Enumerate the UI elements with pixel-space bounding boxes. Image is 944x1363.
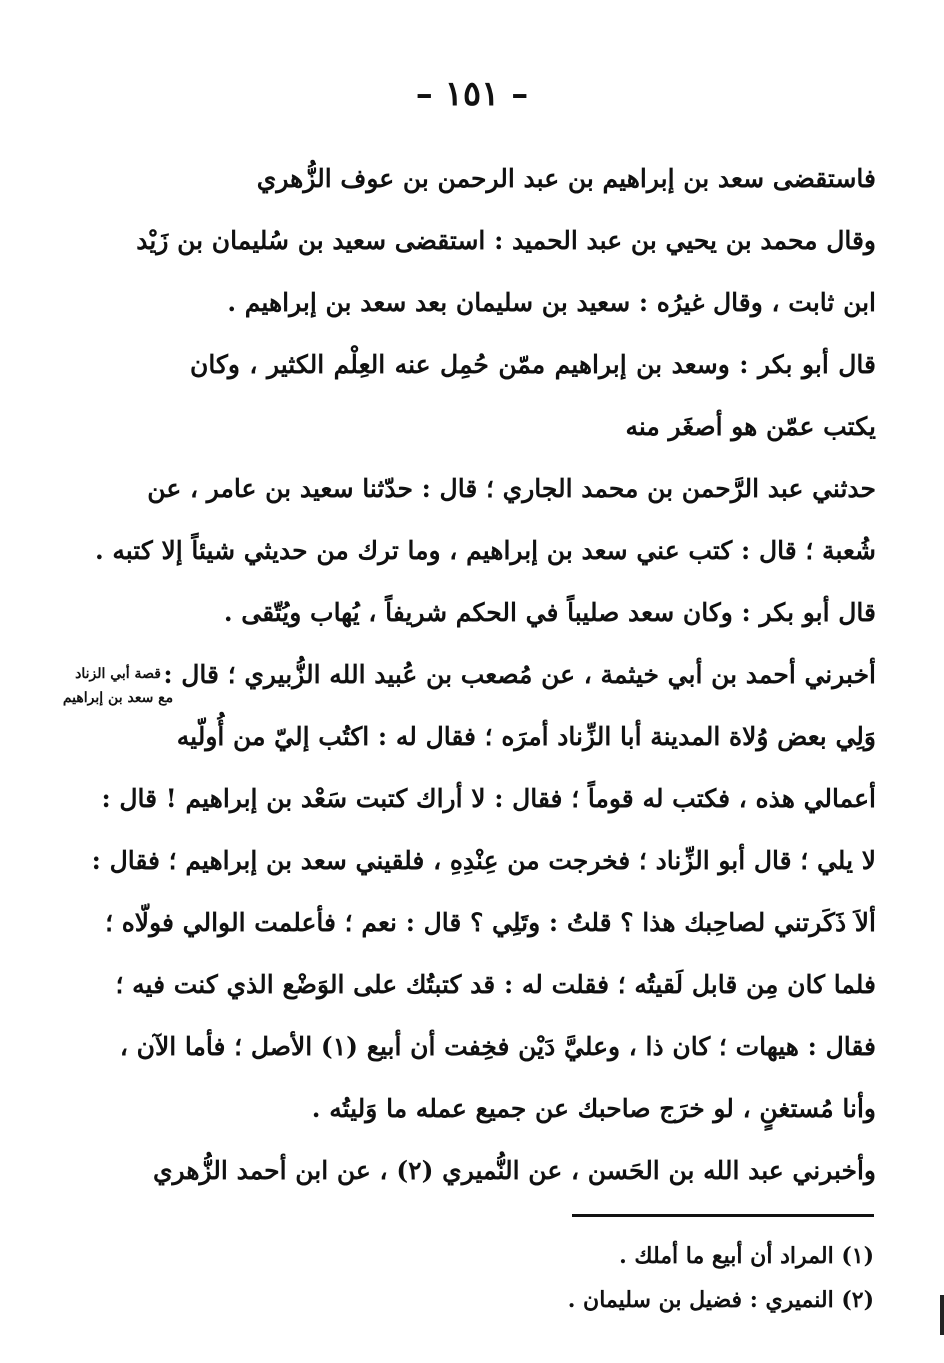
text-line: وأنا مُستغنٍ ، لو خرَج صاحبك عن جميع عمله ما وَليتُه .	[311, 1094, 876, 1123]
text-line: لا يلي ؛ قال أبو الزِّناد ؛ فخرجت من عِنْدِهِ ، فلقيني سعد بن إبراهيم ؛ فقال :	[91, 846, 876, 875]
text-line: فاستقضى سعد بن إبراهيم بن عبد الرحمن بن عوف الزُّهري	[256, 164, 876, 193]
text-line: وأخبرني عبد الله بن الحَسن ، عن النُّميري (٢) ، عن ابن أحمد الزُّهري	[152, 1156, 876, 1185]
text-line: قال أبو بكر : وكان سعد صليباً في الحكم شريفاً ، يُهاب ويُتّقى .	[223, 598, 876, 627]
text-line: أخبرني أحمد بن أبي خيثمة ، عن مُصعب بن عُبيد الله الزُّبيري ؛ قال :	[163, 660, 876, 689]
margin-note-line: قصة أبي الزناد	[75, 666, 161, 682]
text-line: ألاَ ذَكَرتني لصاحِبك هذا ؟ قلتُ : وتَلِي ؟ قال : نعم ؛ فأعلمت الوالي فولّاه ؛	[105, 908, 876, 937]
text-line: شُعبة ؛ قال : كتب عني سعد بن إبراهيم ، وما ترك من حديثي شيئاً إلا كتبه .	[94, 536, 876, 565]
text-line: فلما كان مِن قابل لَقيتُه ؛ فقلت له : قد كتبتُك على الوَضْع الذي كنت فيه ؛	[115, 970, 876, 999]
text-line: يكتب عمّن هو أصغَر منه	[625, 412, 876, 441]
text-line: حدثني عبد الرَّحمن بن محمد الجاري ؛ قال : حدّثنا سعيد بن عامر ، عن	[147, 474, 876, 503]
scan-edge-mark	[940, 1295, 944, 1335]
text-line: قال أبو بكر : وسعد بن إبراهيم ممّن حُمِل عنه العِلْم الكثير ، وكان	[190, 350, 876, 379]
text-line: فقال : هيهات ؛ كان ذا ، وعليَّ دَيْن فخِفت أن أبيع (١) الأصل ؛ فأما الآن ،	[119, 1032, 876, 1061]
margin-note	[60, 662, 176, 710]
text-line: وَلِي بعض وُلاة المدينة أبا الزِّناد أمرَه ؛ فقال له : اكتُب إليّ من أُولّيه	[176, 722, 876, 751]
margin-note-line: مع سعد بن إبراهيم	[62, 690, 174, 706]
text-line: أعمالي هذه ، فكتب له قوماً ؛ فقال : لا أراك كتبت سَعْد بن إبراهيم ! قال :	[101, 784, 876, 813]
text-line: ابن ثابت ، وقال غيرُه : سعيد بن سليمان بعد سعد بن إبراهيم .	[227, 288, 876, 317]
footnote: (٢) النميري : فضيل بن سليمان .	[567, 1287, 874, 1313]
text-line: وقال محمد بن يحيي بن عبد الحميد : استقضى سعيد بن سُليمان بن زَيْد	[136, 226, 876, 255]
footnote-rule	[572, 1214, 874, 1217]
page-number: – ١٥١ –	[415, 74, 529, 114]
footnotes	[470, 1234, 874, 1322]
footnote: (١) المراد أن أبيع ما أملك .	[619, 1243, 874, 1269]
